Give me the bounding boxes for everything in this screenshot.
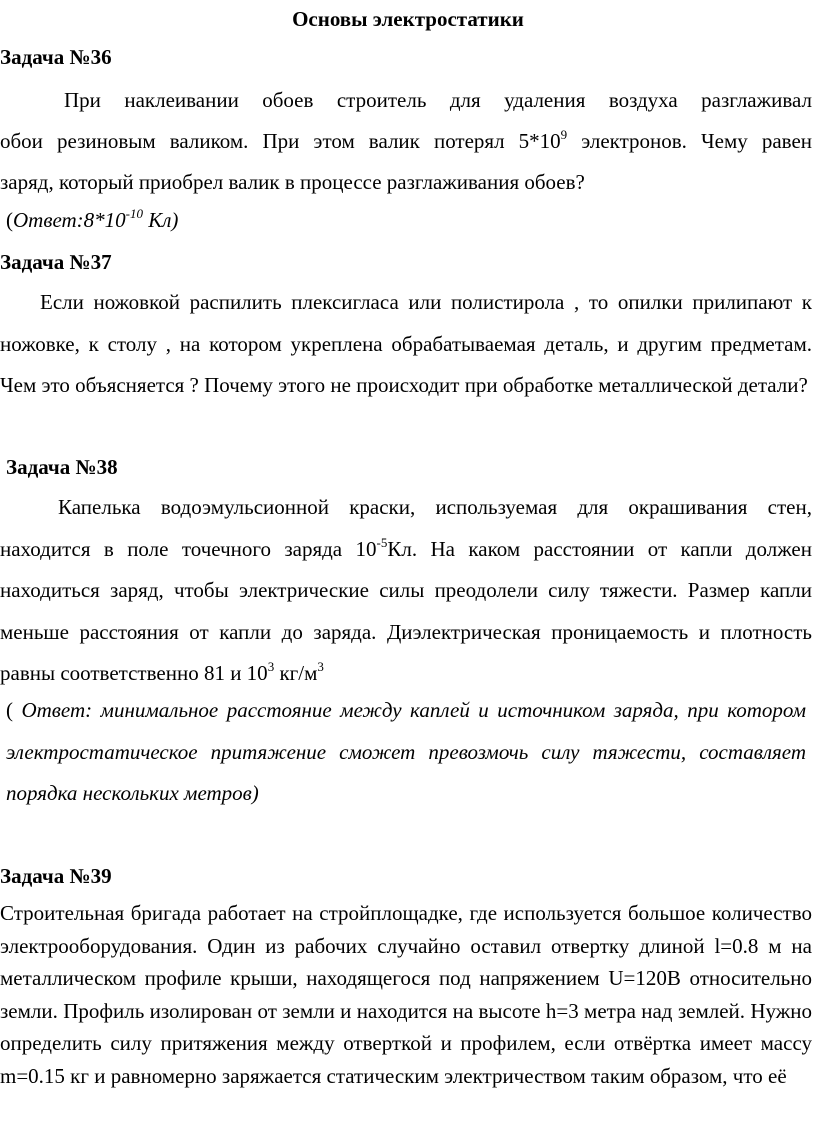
task-36-answer-text: Ответ:8*10 (13, 208, 126, 232)
task-36-line-2 (0, 121, 812, 162)
task-38-exponent-charge: -5 (376, 534, 388, 550)
task-37-text: Если ножовкой распилить плексигласа или полистирола , то опилки прилипают к ножовке, к столу , на котором укреплена обрабатываемая деталь, и другим предметам. Чем это объясняется ? Почему этого не происходит при обработке металлической детали? (0, 290, 812, 397)
task-38-answer-text: Ответ: минимальное расстояние между каплей и источником заряда, при котором электростатическое притяжение сможет превозмочь силу тяжести, составляет порядка нескольких метров) (6, 698, 806, 805)
task-36-line-2-a: обои резиновым валиком. При этом валик потерял 5*10 (0, 129, 561, 153)
task-39-text: Строительная бригада работает на стройплощадке, где используется большое количество электрооборудования. Один из рабочих случайно оставил отвертку длиной l=0.8 м на металлическом профиле крыши, находящегося под напряжением U=120В относительно земли. Профиль изолирован от земли и находится на высоте h=3 метра над землей. Нужно определить силу притяжения между отверткой и профилем, если отвёртка имеет массу m=0.15 кг и равномерно заряжается статическим электричеством таким образом, что её (0, 901, 812, 1088)
task-36-exponent: 9 (560, 127, 568, 142)
task-36-answer (6, 206, 816, 234)
page-title: Основы электростатики (292, 7, 524, 31)
task-36-answer-unit: Кл) (143, 208, 179, 232)
task-37-heading: Задача №37 (0, 250, 112, 274)
task-38-exponent-density: 3 (267, 659, 275, 674)
task-38-exponent-volume: 3 (317, 659, 324, 674)
task-38-heading: Задача №38 (6, 455, 118, 479)
task-38-text-b: Кл. На каком расстоянии от капли должен находиться заряд, чтобы электрические силы преодолели силу тяжести. Размер капли меньше расстояния от капли до заряда. Диэлектрическая проницаемость и плотность равны соответственно 81 и 10 (0, 536, 812, 685)
task-38-text (0, 487, 812, 695)
task-36-heading: Задача №36 (0, 45, 112, 69)
task-36-line-3: заряд, который приобрел валик в процессе разглаживания обоев? (0, 170, 585, 194)
task-36-text (0, 80, 812, 203)
task-38-text-c: кг/м (274, 661, 318, 685)
task-39-heading: Задача №39 (0, 864, 112, 888)
task-38-answer-paren: ( (6, 698, 22, 722)
task-38-text-a: Капелька водоэмульсионной краски, используемая для окрашивания стен, находится в поле точечного заряда 10 (0, 495, 812, 561)
task-36-line-2-b: электронов. Чему равен (567, 129, 812, 153)
task-36-line-1: При наклеивании обоев строитель для удаления воздуха разглаживал (64, 88, 812, 112)
task-36-answer-paren: ( (6, 208, 13, 232)
task-36-answer-exponent: -10 (125, 206, 143, 221)
task-38-answer (0, 690, 806, 815)
